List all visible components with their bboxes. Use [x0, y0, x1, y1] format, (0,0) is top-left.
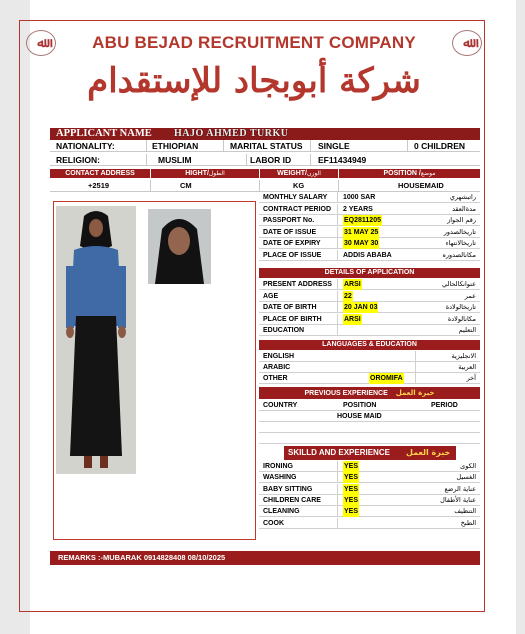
- labor-id-value: EF11434949: [318, 155, 367, 165]
- skill-row: [259, 472, 480, 483]
- details-row: [259, 302, 480, 313]
- contract-row-label: MONTHLY SALARY: [263, 194, 328, 201]
- contract-row: [259, 250, 480, 261]
- details-row-label: DATE OF BIRTH: [263, 304, 317, 312]
- contact-phone: +2519: [88, 181, 110, 190]
- height-unit: CM: [180, 181, 192, 190]
- skill-row-label: CHILDREN CARE: [263, 496, 321, 504]
- skill-row-label-ar: الطبخ: [460, 518, 476, 527]
- skill-row-value: YES: [344, 463, 359, 470]
- contract-row-value: EQ2811205: [344, 217, 381, 224]
- details-row-label-ar: التعليم: [458, 326, 476, 335]
- applicant-name-bar: [50, 128, 480, 140]
- contact-values-row: [50, 180, 480, 192]
- skill-row: [259, 506, 480, 517]
- details-row-label-ar: عمر: [464, 291, 476, 300]
- skill-row: [259, 495, 480, 506]
- contract-row: [259, 227, 480, 238]
- company-name-en: ABU BEJAD RECRUITMENT COMPANY: [92, 33, 416, 52]
- skill-row-label: BABY SITTING: [263, 485, 313, 493]
- logo-glyph: ﷲ: [37, 35, 45, 51]
- experience-header-row: [259, 400, 480, 411]
- company-logo-right: [452, 30, 482, 56]
- skill-row-label: COOK: [263, 519, 284, 527]
- skill-row-value: YES: [344, 508, 359, 516]
- skill-row-label-ar: عناية الرضع: [444, 484, 476, 493]
- contract-row-value: 2 YEARS: [343, 205, 373, 213]
- language-row: [259, 373, 480, 384]
- skill-row-label-ar: التنظيف: [454, 507, 476, 516]
- skill-row-value: YES: [344, 496, 359, 504]
- nationality-label: NATIONALITY:: [56, 141, 115, 151]
- company-name-ar: شركة أبوبجاد للإستقدام: [87, 61, 421, 101]
- remarks-bar: [50, 551, 480, 565]
- contract-row-label-ar: رقم الجواز: [447, 216, 476, 224]
- face-photo: [148, 209, 211, 284]
- details-row-label: EDUCATION: [263, 327, 305, 335]
- contract-row-label-ar: مكانالصدوره: [442, 250, 476, 259]
- contract-row: [259, 192, 480, 203]
- language-row-value: OROMIFA: [370, 375, 403, 383]
- marital-status-label: MARITAL STATUS: [230, 141, 303, 151]
- skill-row-label-ar: عناية الأطفال: [440, 495, 476, 504]
- applicant-name-label: APPLICANT NAME: [56, 128, 152, 139]
- language-row-label-ar: العربية: [458, 363, 476, 372]
- contract-row-value: ADDIS ABABA: [343, 251, 392, 259]
- language-row-label: ENGLISH: [263, 353, 295, 360]
- skill-row-label: IRONING: [263, 463, 293, 470]
- children-count: 0 CHILDREN: [414, 141, 466, 151]
- experience-row: [259, 411, 480, 422]
- languages-section-title: LANGUAGES & EDUCATION: [259, 340, 480, 350]
- details-row-label-ar: مكانالولادة: [447, 314, 476, 323]
- experience-section-title: PREVIOUS EXPERIENCE خبرة العمل: [259, 387, 480, 399]
- contract-row-label: PASSPORT No.: [263, 217, 315, 224]
- remarks-text: REMARKS :-MUBARAK 0914828408 08/10/2025: [58, 553, 226, 562]
- skill-row-label-ar: الكوى: [460, 462, 476, 470]
- details-row: [259, 291, 480, 302]
- contract-row: [259, 204, 480, 215]
- skill-row-label-ar: الغسيل: [456, 473, 476, 482]
- details-row: [259, 279, 480, 290]
- experience-position-value: HOUSE MAID: [337, 413, 382, 420]
- contract-row-label-ar: راتبشهري: [449, 193, 476, 201]
- details-row-label-ar: تاريخالولادة: [445, 303, 476, 312]
- contract-row-value: 1000 SAR: [343, 194, 376, 201]
- contract-row-label: DATE OF ISSUE: [263, 228, 317, 236]
- contract-row-label: PLACE OF ISSUE: [263, 251, 322, 259]
- language-row-label-ar: الانجليزية: [451, 352, 476, 360]
- skill-row-value: YES: [344, 474, 359, 482]
- religion-row: [50, 154, 480, 166]
- contract-row-label-ar: مدةالعقد: [452, 204, 476, 213]
- religion-value: MUSLIM: [158, 155, 192, 165]
- experience-position-header: POSITION: [343, 402, 377, 409]
- logo-glyph: ﷲ: [463, 35, 471, 51]
- religion-label: RELIGION:: [56, 155, 100, 165]
- language-row-label: ARABIC: [263, 364, 291, 372]
- contract-row-value: 30 MAY 30: [344, 240, 379, 247]
- skill-row-value: YES: [344, 485, 359, 493]
- experience-row-empty: [259, 422, 480, 433]
- language-row-label-ar: آخر: [466, 374, 476, 383]
- contract-row-label: DATE OF EXPIRY: [263, 240, 321, 247]
- skill-row-label: CLEANING: [263, 508, 300, 516]
- details-row-value: 22: [344, 292, 352, 300]
- details-row-value: ARSI: [344, 281, 361, 288]
- experience-period-header: PERIOD: [431, 402, 458, 409]
- details-row-value: ARSI: [344, 315, 361, 323]
- experience-country-header: COUNTRY: [263, 402, 298, 409]
- company-logo-left: [26, 30, 56, 56]
- position-header: POSITION /موضع: [339, 169, 480, 178]
- details-row-label: PRESENT ADDRESS: [263, 281, 332, 288]
- contract-row-value: 31 MAY 25: [344, 228, 379, 236]
- experience-row-empty: [259, 433, 480, 444]
- details-section-title: DETAILS OF APPLICATION: [259, 268, 480, 278]
- language-row: [259, 351, 480, 362]
- contract-row: [259, 215, 480, 226]
- applicant-name-value: HAJO AHMED TURKU: [174, 128, 289, 139]
- contract-row-label-ar: تاريخالانتهاء: [445, 239, 476, 247]
- details-row: [259, 314, 480, 325]
- details-row-label: AGE: [263, 292, 279, 300]
- full-body-photo: [56, 206, 136, 474]
- details-row: [259, 325, 480, 336]
- contract-row-label: CONTRACT PERIOD: [263, 205, 332, 213]
- details-row-value: 20 JAN 03: [344, 304, 378, 312]
- nationality-value: ETHIOPIAN: [152, 141, 199, 151]
- weight-header: WEIGHT/الوزن: [260, 169, 338, 178]
- contact-address-header: CONTACT ADDRESS: [50, 169, 150, 178]
- skill-row: [259, 461, 480, 472]
- labor-id-label: LABOR ID: [250, 155, 292, 165]
- skill-row: [259, 484, 480, 495]
- skills-section-title: SKILLD AND EXPERIENCE خبرة العمل: [284, 446, 456, 460]
- skill-row-label: WASHING: [263, 474, 297, 482]
- contract-row-label-ar: تاريخالصدور: [443, 227, 476, 236]
- nationality-row: [50, 140, 480, 152]
- marital-status-value: SINGLE: [318, 141, 350, 151]
- height-header: HIGHT/الطول: [151, 169, 259, 178]
- weight-unit: KG: [293, 181, 305, 190]
- skill-row: [259, 518, 480, 529]
- details-row-label-ar: عنوانكالحالي: [442, 280, 476, 288]
- language-row-label: OTHER: [263, 375, 288, 383]
- position-value: HOUSEMAID: [398, 181, 444, 190]
- language-row: [259, 362, 480, 373]
- contract-row: [259, 238, 480, 249]
- details-row-label: PLACE OF BIRTH: [263, 315, 322, 323]
